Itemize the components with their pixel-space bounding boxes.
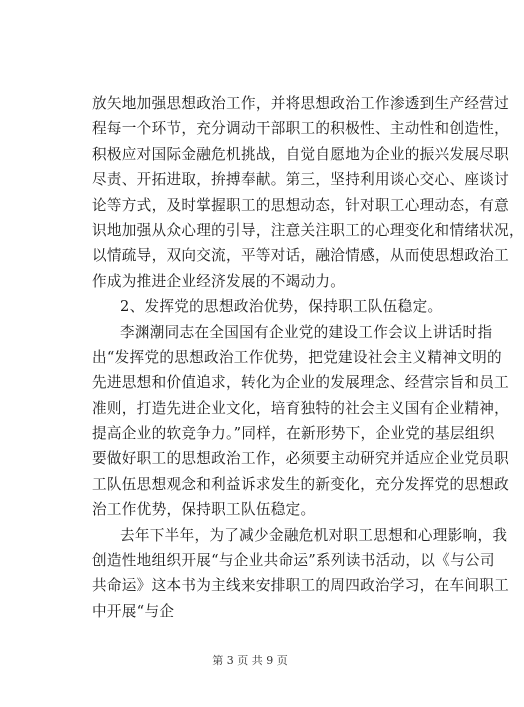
text-line: 准则，打造先进企业文化，培育独特的社会主义国有企业精神， [92,399,510,417]
text-line: 中开展“与企 [92,602,175,620]
text-line: 去年下半年，为了减少金融危机对职工思想和心理影响，我 [120,526,508,544]
text-line: 2、发挥党的思想政治优势，保持职工队伍稳定。 [120,298,443,316]
text-line: 识地加强从众心理的引导，注意关注职工的心理变化和情绪状况， [92,221,524,239]
text-line: 创造性地组织开展“与企业共命运”系列读书活动，以《与公司 [92,552,495,570]
text-line: 出“发挥党的思想政治工作优势，把党建设社会主义精神文明的 [92,348,502,366]
text-line: 积极应对国际金融危机挑战，自觉自愿地为企业的振兴发展尽职 [92,145,510,163]
text-line: 提高企业的软竞争力。”同样，在新形势下，企业党的基层组织 [92,425,495,443]
text-line: 要做好职工的思想政治工作，必须要主动研究并适应企业党员职 [92,450,510,468]
text-line: 治工作优势，保持职工队伍稳定。 [92,501,316,519]
document-body [92,91,524,624]
text-line: 论等方式，及时掌握职工的思想动态，针对职工心理动态，有意 [92,196,510,214]
text-line: 先进思想和价值追求，转化为企业的发展理念、经营宗旨和员工 [92,374,510,392]
text-line: 放矢地加强思想政治工作，并将思想政治工作渗透到生产经营过 [92,95,510,112]
text-line: 以情疏导，双向交流，平等对话，融洽情感，从而使思想政治工 [92,247,510,265]
text-line: 程每一个环节，充分调动干部职工的积极性、主动性和创造性， [92,120,510,138]
page-footer: 第 3 页 共 9 页 [212,654,288,667]
text-line: 李渊潮同志在全国国有企业党的建设工作会议上讲话时指 [120,323,493,341]
text-line: 作成为推进企业经济发展的不竭动力。 [92,272,346,290]
text-line: 工队伍思想观念和利益诉求发生的新变化，充分发挥党的思想政 [92,475,510,493]
text-line: 尽责、开拓进取，拚搏奉献。第三，坚持利用谈心交心、座谈讨 [92,171,510,189]
text-line: 共命运》这本书为主线来安排职工的周四政治学习，在车间职工 [92,577,510,595]
